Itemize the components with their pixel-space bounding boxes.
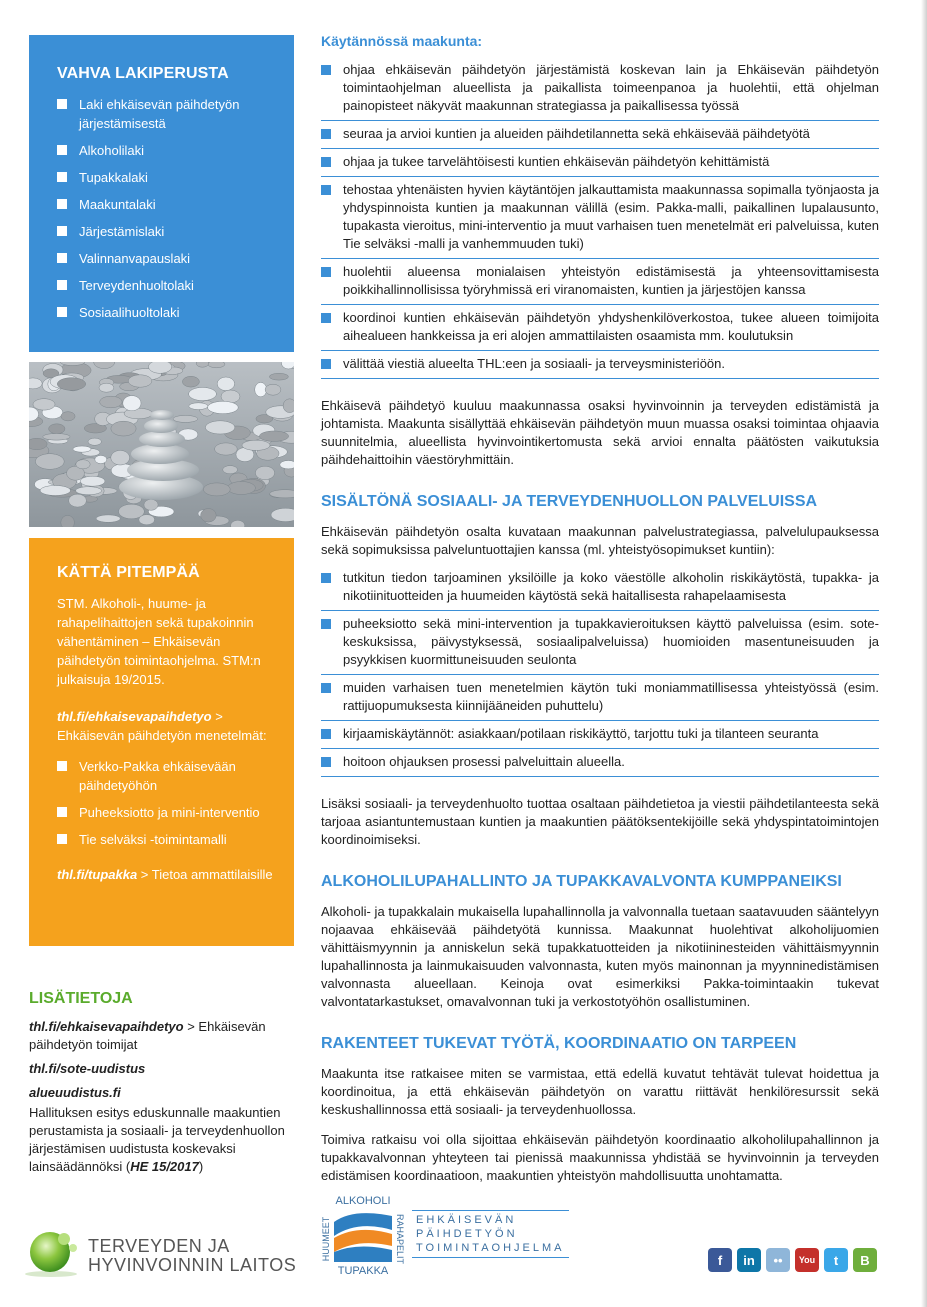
law-basis-box [29,35,294,352]
method-item [57,757,276,795]
law-basis-title: VAHVA LAKIPERUSTA [57,65,229,82]
programme-name-line-2: PÄIHDETYÖN [416,1228,518,1240]
square-bullet-icon [57,172,67,182]
law-item [57,276,274,295]
bill-note-close: ) [198,1159,204,1174]
square-bullet-icon [57,761,67,771]
services-list [321,565,879,777]
licensing-paragraph: Alkoholi- ja tupakkalain mukaisella lupahallinnolla ja valvonnalla tuetaan saatavuuden sääntelyyn nojaavaa ehkäisevää päihdetyötä kunnissa. Maakunnat huolehtivat alkoholijuomien vähittäismyynnin ja anniskelun sekä tupakkatuotteiden ja nikotiininesteiden vähittäismyynnin lupahallinnosta ja lainmukaisuuden valvonnasta, kuten myös mainonnan ja myynninedistämisen valvonnasta alueellaan. Keinoja ovat esimerkiksi Pakka-toimintaakin tukevat valvontatarkastukset, omavalvonnan tuki ja verkostotyöhön osallistuminen. [321,904,879,1009]
square-bullet-icon [57,834,67,844]
law-item [57,168,274,187]
square-bullet-icon [57,226,67,236]
square-bullet-icon [321,313,331,323]
region-task-item [321,350,879,378]
square-bullet-icon [57,280,67,290]
more-info-line-2 [29,1060,299,1078]
law-item-text: Alkoholilaki [79,143,145,158]
method-item-text: Tie selväksi -toimintamalli [79,832,227,847]
square-bullet-icon [57,199,67,209]
thl-globe-icon [16,1228,86,1278]
services-paragraph: Ehkäisevän päihdetyön osalta kuvataan maakunnan palvelustrategiassa, palvelulupauksessa sekä sopimuksissa palveluntuottajien kanssa (ml. yhteistyösopimukset kuntiin): [321,524,879,557]
actors-link-text: > Ehkäisevän päihdetyön toimijat [29,1019,266,1052]
method-item [57,803,276,822]
page-edge-shadow [921,0,927,1307]
tobacco-link-paragraph [57,865,276,884]
square-bullet-icon [321,359,331,369]
youtube-icon[interactable]: You [795,1248,819,1272]
square-bullet-icon [57,307,67,317]
social-media-icons [708,1248,877,1272]
bill-note-text: Hallituksen esitys eduskunnalle maakuntien perustamista ja sosiaali- ja terveydenhuollon järjestämisen uudistusta koskevaksi lainsäädännöksi ( [29,1105,285,1174]
region-task-item [321,148,879,176]
square-bullet-icon [321,185,331,195]
twitter-icon[interactable]: t [824,1248,848,1272]
facebook-icon[interactable]: f [708,1248,732,1272]
law-item-text: Sosiaalihuoltolaki [79,305,180,320]
actors-link[interactable]: thl.fi/ehkaisevapaihdetyo [29,1019,184,1034]
thl-name-line-1: TERVEYDEN JA [88,1236,230,1256]
structures-paragraph-1: Maakunta itse ratkaisee miten se varmistaa, että edellä kuvatut tehtävät tulevat hoidettua ja koordinoitua, ja että ehkäisevän päihdetyön on varattu riittävät henkilöresurssit sekä keskushallinnossa että sosiaali- ja terveydenhuollossa. [321,1066,879,1117]
square-bullet-icon [321,267,331,277]
square-bullet-icon [321,757,331,767]
service-item-text: puheeksiotto sekä mini-intervention ja tupakkavieroituksen käyttö palveluissa (esim. sote-keskuksissa, päivystyksessä, sosiaalipalveluissa) huomioiden masentuneisuuden ja psyykkisen kuormittuneisuuden seulonta [343,616,879,667]
flickr-icon[interactable]: •• [766,1248,790,1272]
structures-paragraph-2: Toimiva ratkaisu voi olla sijoittaa ehkäisevän päihdetyön koordinaatio alkoholilupahallinnon ja tupakkavalvonnan yhteyteen tai pienissä maakunnissa yhdistää se hyvinvoinnin ja terveyden edistämisen koordinaatioon, maakuntien yhteistyön mahdollisuutta unohtamatta. [321,1132,879,1183]
law-item [57,95,274,133]
service-item [321,720,879,748]
tobacco-link-text: > Tietoa ammattilaisille [137,867,273,882]
more-info-title: LISÄTIETOJA [29,990,133,1007]
square-bullet-icon [57,99,67,109]
square-bullet-icon [321,157,331,167]
logo-word-drugs: HUUMEET [321,1216,331,1262]
square-bullet-icon [321,573,331,583]
logo-word-tobacco: TUPAKKA [337,1265,389,1276]
square-bullet-icon [57,807,67,817]
section-heading-services: SISÄLTÖNÄ SOSIAALI- JA TERVEYDENHUOLLON PALVELUISSA [321,493,818,510]
methods-link-paragraph [57,707,276,745]
service-item [321,610,879,674]
region-task-item-text: tehostaa yhtenäisten hyvien käytäntöjen jalkauttamista maakunnassa sopimalla työnjaosta ja yhdyspinnoista kuntien ja maakunnan välillä (esim. Pakka-malli, paikallinen lupalausunto, tupakasta vieroitus, mini-interventio ja muut varhaisen tuen menetelmät eri palveluissa, kuten Tie selväksi -malli ja vanhemmuuden tuki) [343,182,879,251]
linkedin-icon[interactable]: in [737,1248,761,1272]
square-bullet-icon [57,145,67,155]
more-info-line-3 [29,1084,299,1102]
method-item-text: Verkko-Pakka ehkäisevään päihdetyöhön [79,759,236,793]
programme-name [412,1210,569,1258]
region-task-item [321,258,879,304]
methods-link-text: > Ehkäisevän päihdetyön menetelmät: [57,709,267,743]
region-task-item-text: ohjaa ehkäisevän päihdetyön järjestämistä koskevan lain ja Ehkäisevän päihdetyön toimintaohjelman alueellista ja paikallista toimeenpanoa ja huolehtii, että ohjelman painopisteet näkyvät maakunnan strategiassa ja paikallisessa työssä [343,62,879,113]
law-list [57,95,274,322]
law-item [57,195,274,214]
programme-logo [318,1194,408,1276]
region-task-item-text: välittää viestiä alueelta THL:een ja sosiaali- ja terveysministeriöön. [343,356,726,371]
intro-paragraph: Ehkäisevä päihdetyö kuuluu maakunnassa osaksi hyvinvoinnin ja terveyden edistämistä ja johtamista. Maakunta sisällyttää ehkäisevän päihdetyön muun muassa osaksi toimintaa ohjaavia suunnitelmia, alueellista hyvinvointikertomusta sekä arvioi ennalta päätösten vaikutuksia päihdehaittoihin väestöryhmittäin. [321,398,879,467]
law-item-text: Tupakkalaki [79,170,148,185]
in-practice-heading: Käytännössä maakunta: [321,33,483,49]
logo-word-alcohol: ALKOHOLI [335,1195,391,1207]
thl-name [88,1237,296,1275]
section-heading-structures: RAKENTEET TUKEVAT TYÖTÄ, KOORDINAATIO ON TARPEEN [321,1035,797,1052]
main-content [321,33,879,1185]
square-bullet-icon [57,253,67,263]
region-task-item [321,176,879,258]
law-item [57,249,274,268]
square-bullet-icon [321,683,331,693]
government-bill-note [29,1104,299,1176]
service-item [321,565,879,610]
stacked-stones-image [29,362,294,527]
region-task-item-text: ohjaa ja tukee tarvelähtöisesti kuntien ehkäisevän päihdetyön kehittämistä [343,154,770,169]
method-item [57,830,276,849]
reading-tips-intro: STM. Alkoholi-, huume- ja rahapelihaittojen sekä tupakoinnin vähentäminen – Ehkäisevän päihdetyön toimintaohjelma. STM:n julkaisuja 19/2015. [57,596,261,687]
service-item-text: tutkitun tiedon tarjoaminen yksilöille ja koko väestölle alkoholin riskikäytöstä, tupakka- ja nikotiinituotteiden ja huumeiden käytöstä sekä haitallisesta rahapelaamisesta [343,570,879,603]
sote-link[interactable]: thl.fi/sote-uudistus [29,1061,146,1076]
square-bullet-icon [321,129,331,139]
service-item [321,674,879,720]
service-item-text: muiden varhaisen tuen menetelmien käytön tuki moniammatillisessa yhteistyössä (esim. rattijuopumuksesta kiinnijääneiden puhuttelu) [343,680,879,713]
bill-number: HE 15/2017 [130,1159,199,1174]
reading-tips-title: KÄTTÄ PITEMPÄÄ [57,564,200,581]
section-heading-licensing: ALKOHOLILUPAHALLINTO JA TUPAKKAVALVONTA KUMPPANEIKSI [321,873,842,890]
square-bullet-icon [321,619,331,629]
service-item-text: kirjaamiskäytännöt: asiakkaan/potilaan riskikäyttö, tarjottu tuki ja tilanteen seuranta [343,726,819,741]
square-bullet-icon [321,729,331,739]
methods-link[interactable]: thl.fi/ehkaisevapaihdetyo [57,709,212,724]
region-task-item-text: seuraa ja arvioi kuntien ja alueiden päihdetilannetta sekä ehkäisevää päihdetyötä [343,126,810,141]
tobacco-link[interactable]: thl.fi/tupakka [57,867,138,882]
region-task-item-text: huolehtii alueensa monialaisen yhteistyön edistämisestä ja yhteensovittamisesta poikkihallinnollisissa työryhmissä eri viranomaisten, kuntien ja järjestöjen kanssa [343,264,879,297]
law-item-text: Terveydenhuoltolaki [79,278,194,293]
method-item-text: Puheeksiotto ja mini-interventio [79,805,260,820]
programme-name-line-3: TOIMINTAOHJELMA [416,1242,565,1254]
law-item [57,303,274,322]
more-info-line-1 [29,1018,299,1054]
region-task-item [321,57,879,120]
logo-word-gambling: RAHAPELIT [395,1213,405,1265]
law-item [57,141,274,160]
law-item-text: Maakuntalaki [79,197,156,212]
more-info-section [29,990,299,1182]
programme-name-line-1: EHKÄISEVÄN [416,1214,517,1226]
law-item [57,222,274,241]
region-task-item-text: koordinoi kuntien ehkäisevän päihdetyön yhdyshenkilöverkostoa, tukee alueen toimijoita aihealueen hankkeissa ja eri alojen ammattilaisten osaamista mm. koulutuksin [343,310,879,343]
law-item-text: Laki ehkäisevän päihdetyön järjestämisestä [79,97,240,131]
services-closing-paragraph: Lisäksi sosiaali- ja terveydenhuolto tuottaa osaltaan päihdetietoa ja viestii päihdetilanteesta sekä tarjoaa asiantuntemustaan kuntien ja maakuntien päätöksentekijöille sekä yhdyspintatoimintojen koordinoimiseksi. [321,796,879,847]
service-item-text: hoitoon ohjauksen prosessi palveluittain alueella. [343,754,625,769]
thl-name-line-2: HYVINVOINNIN LAITOS [88,1255,297,1275]
alueuudistus-link[interactable]: alueuudistus.fi [29,1085,121,1100]
region-task-item [321,120,879,148]
reading-tips-box [29,538,294,946]
square-bullet-icon [321,65,331,75]
blog-icon[interactable]: B [853,1248,877,1272]
methods-list [57,757,276,849]
region-task-item [321,304,879,350]
service-item [321,748,879,776]
region-tasks-list [321,57,879,379]
law-item-text: Valinnanvapauslaki [79,251,191,266]
law-item-text: Järjestämislaki [79,224,165,239]
